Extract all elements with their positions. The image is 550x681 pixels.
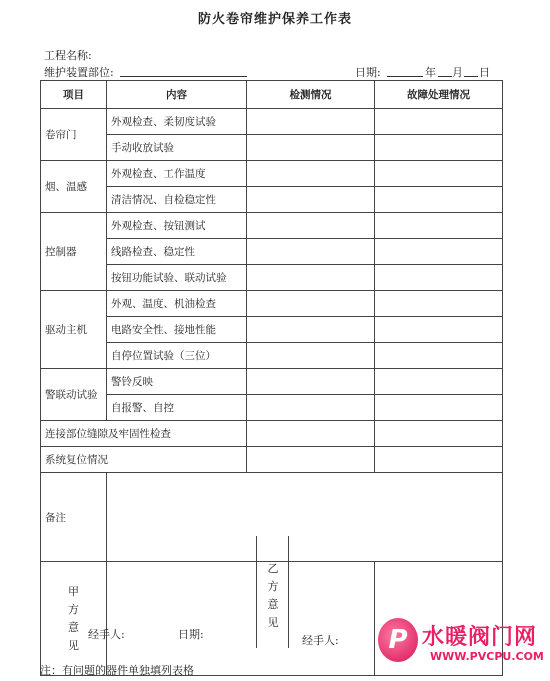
party-b-handler-label: 经手人: (302, 634, 339, 647)
table-row (41, 239, 503, 265)
table-row (41, 395, 503, 421)
watermark-logo (378, 610, 550, 670)
detection-cell[interactable] (247, 187, 375, 213)
fault-cell[interactable] (375, 239, 503, 265)
detection-cell[interactable] (247, 395, 375, 421)
item-content: 自报警、自控 (107, 395, 247, 421)
fault-cell[interactable] (375, 343, 503, 369)
group-name: 警联动试验 (41, 369, 107, 421)
fault-cell[interactable] (375, 369, 503, 395)
table-row (41, 187, 503, 213)
party-b-label (258, 560, 288, 632)
item-content: 按钮功能试验、联动试验 (107, 265, 247, 291)
detection-cell[interactable] (247, 291, 375, 317)
date-month-blank[interactable] (438, 76, 452, 77)
header-item: 项目 (41, 81, 107, 109)
detection-cell[interactable] (247, 161, 375, 187)
item-content: 外观检查、工作温度 (107, 161, 247, 187)
party-b-char: 见 (267, 616, 279, 629)
remark-label: 备注 (41, 473, 107, 562)
party-divider (256, 536, 257, 648)
party-a-opinion-field[interactable] (107, 562, 375, 676)
detection-cell[interactable] (247, 213, 375, 239)
detection-cell[interactable] (247, 369, 375, 395)
fault-cell[interactable] (375, 447, 503, 473)
party-b-char: 方 (267, 580, 279, 593)
date-month-label: 月 (452, 66, 463, 79)
table-row (41, 109, 503, 135)
party-b-divider (288, 536, 289, 648)
detection-cell[interactable] (247, 135, 375, 161)
party-a-date-label: 日期: (178, 628, 204, 641)
table-row (41, 317, 503, 343)
system-reset-label: 系统复位情况 (41, 447, 247, 473)
date-year-label: 年 (425, 66, 436, 79)
fault-cell[interactable] (375, 291, 503, 317)
date-field[interactable] (355, 64, 381, 80)
group-name: 卷帘门 (41, 109, 107, 161)
date-label: 日期: (355, 66, 381, 79)
detection-cell[interactable] (247, 317, 375, 343)
table-row (41, 369, 503, 395)
item-content: 手动收放试验 (107, 135, 247, 161)
project-name-label: 工程名称: (44, 49, 92, 62)
fault-cell[interactable] (375, 265, 503, 291)
party-a-char: 方 (68, 602, 79, 616)
table-row (41, 291, 503, 317)
item-content: 外观、温度、机油检查 (107, 291, 247, 317)
header-content: 内容 (107, 81, 247, 109)
item-content: 自停位置试验（三位） (107, 343, 247, 369)
item-content: 警铃反映 (107, 369, 247, 395)
footnote: 注：有问题的器件单独填列表格 (40, 664, 194, 677)
connection-check-label: 连接部位缝隙及牢固性检查 (41, 421, 247, 447)
fault-cell[interactable] (375, 213, 503, 239)
detection-cell[interactable] (247, 265, 375, 291)
group-name: 控制器 (41, 213, 107, 291)
header-row (41, 81, 503, 109)
fault-cell[interactable] (375, 395, 503, 421)
maintenance-unit-label: 维护装置部位: (44, 66, 114, 79)
table-row (41, 161, 503, 187)
remark-row (41, 473, 503, 562)
remark-field[interactable] (107, 473, 503, 562)
party-a-handler-label: 经手人: (88, 628, 125, 641)
item-content: 电路安全性、接地性能 (107, 317, 247, 343)
fault-cell[interactable] (375, 187, 503, 213)
party-b-char: 乙 (267, 562, 279, 575)
header-detection: 检测情况 (247, 81, 375, 109)
item-content: 清洁情况、自检稳定性 (107, 187, 247, 213)
table-row (41, 265, 503, 291)
table-row (41, 213, 503, 239)
party-a-char: 意 (68, 620, 79, 634)
logo-url-text: WWW.PVCPU.COM (430, 650, 544, 663)
party-a-char: 甲 (68, 584, 79, 598)
logo-brand-text: 水暖阀门网 (422, 625, 538, 650)
item-content: 外观检查、柔韧度试验 (107, 109, 247, 135)
logo-badge-icon: P (378, 618, 418, 662)
party-a-char: 见 (68, 638, 79, 652)
detection-cell[interactable] (247, 239, 375, 265)
detection-cell[interactable] (247, 447, 375, 473)
detection-cell[interactable] (247, 421, 375, 447)
fault-cell[interactable] (375, 421, 503, 447)
item-content: 线路检查、稳定性 (107, 239, 247, 265)
table-row (41, 135, 503, 161)
fault-cell[interactable] (375, 109, 503, 135)
party-a-label (41, 562, 107, 676)
fault-cell[interactable] (375, 135, 503, 161)
date-day-blank[interactable] (464, 76, 478, 77)
detection-cell[interactable] (247, 109, 375, 135)
table-row (41, 447, 503, 473)
detection-cell[interactable] (247, 343, 375, 369)
page-title: 防火卷帘维护保养工作表 (197, 12, 352, 27)
table-row (41, 421, 503, 447)
header-fault: 故障处理情况 (375, 81, 503, 109)
group-name: 烟、温感 (41, 161, 107, 213)
table-row (41, 343, 503, 369)
date-year-blank[interactable] (387, 76, 423, 77)
group-name: 驱动主机 (41, 291, 107, 369)
item-content: 外观检查、按钮测试 (107, 213, 247, 239)
fault-cell[interactable] (375, 161, 503, 187)
fault-cell[interactable] (375, 317, 503, 343)
party-b-char: 意 (267, 598, 279, 611)
maintenance-unit-field[interactable] (120, 76, 247, 77)
date-day-label: 日 (479, 66, 490, 79)
